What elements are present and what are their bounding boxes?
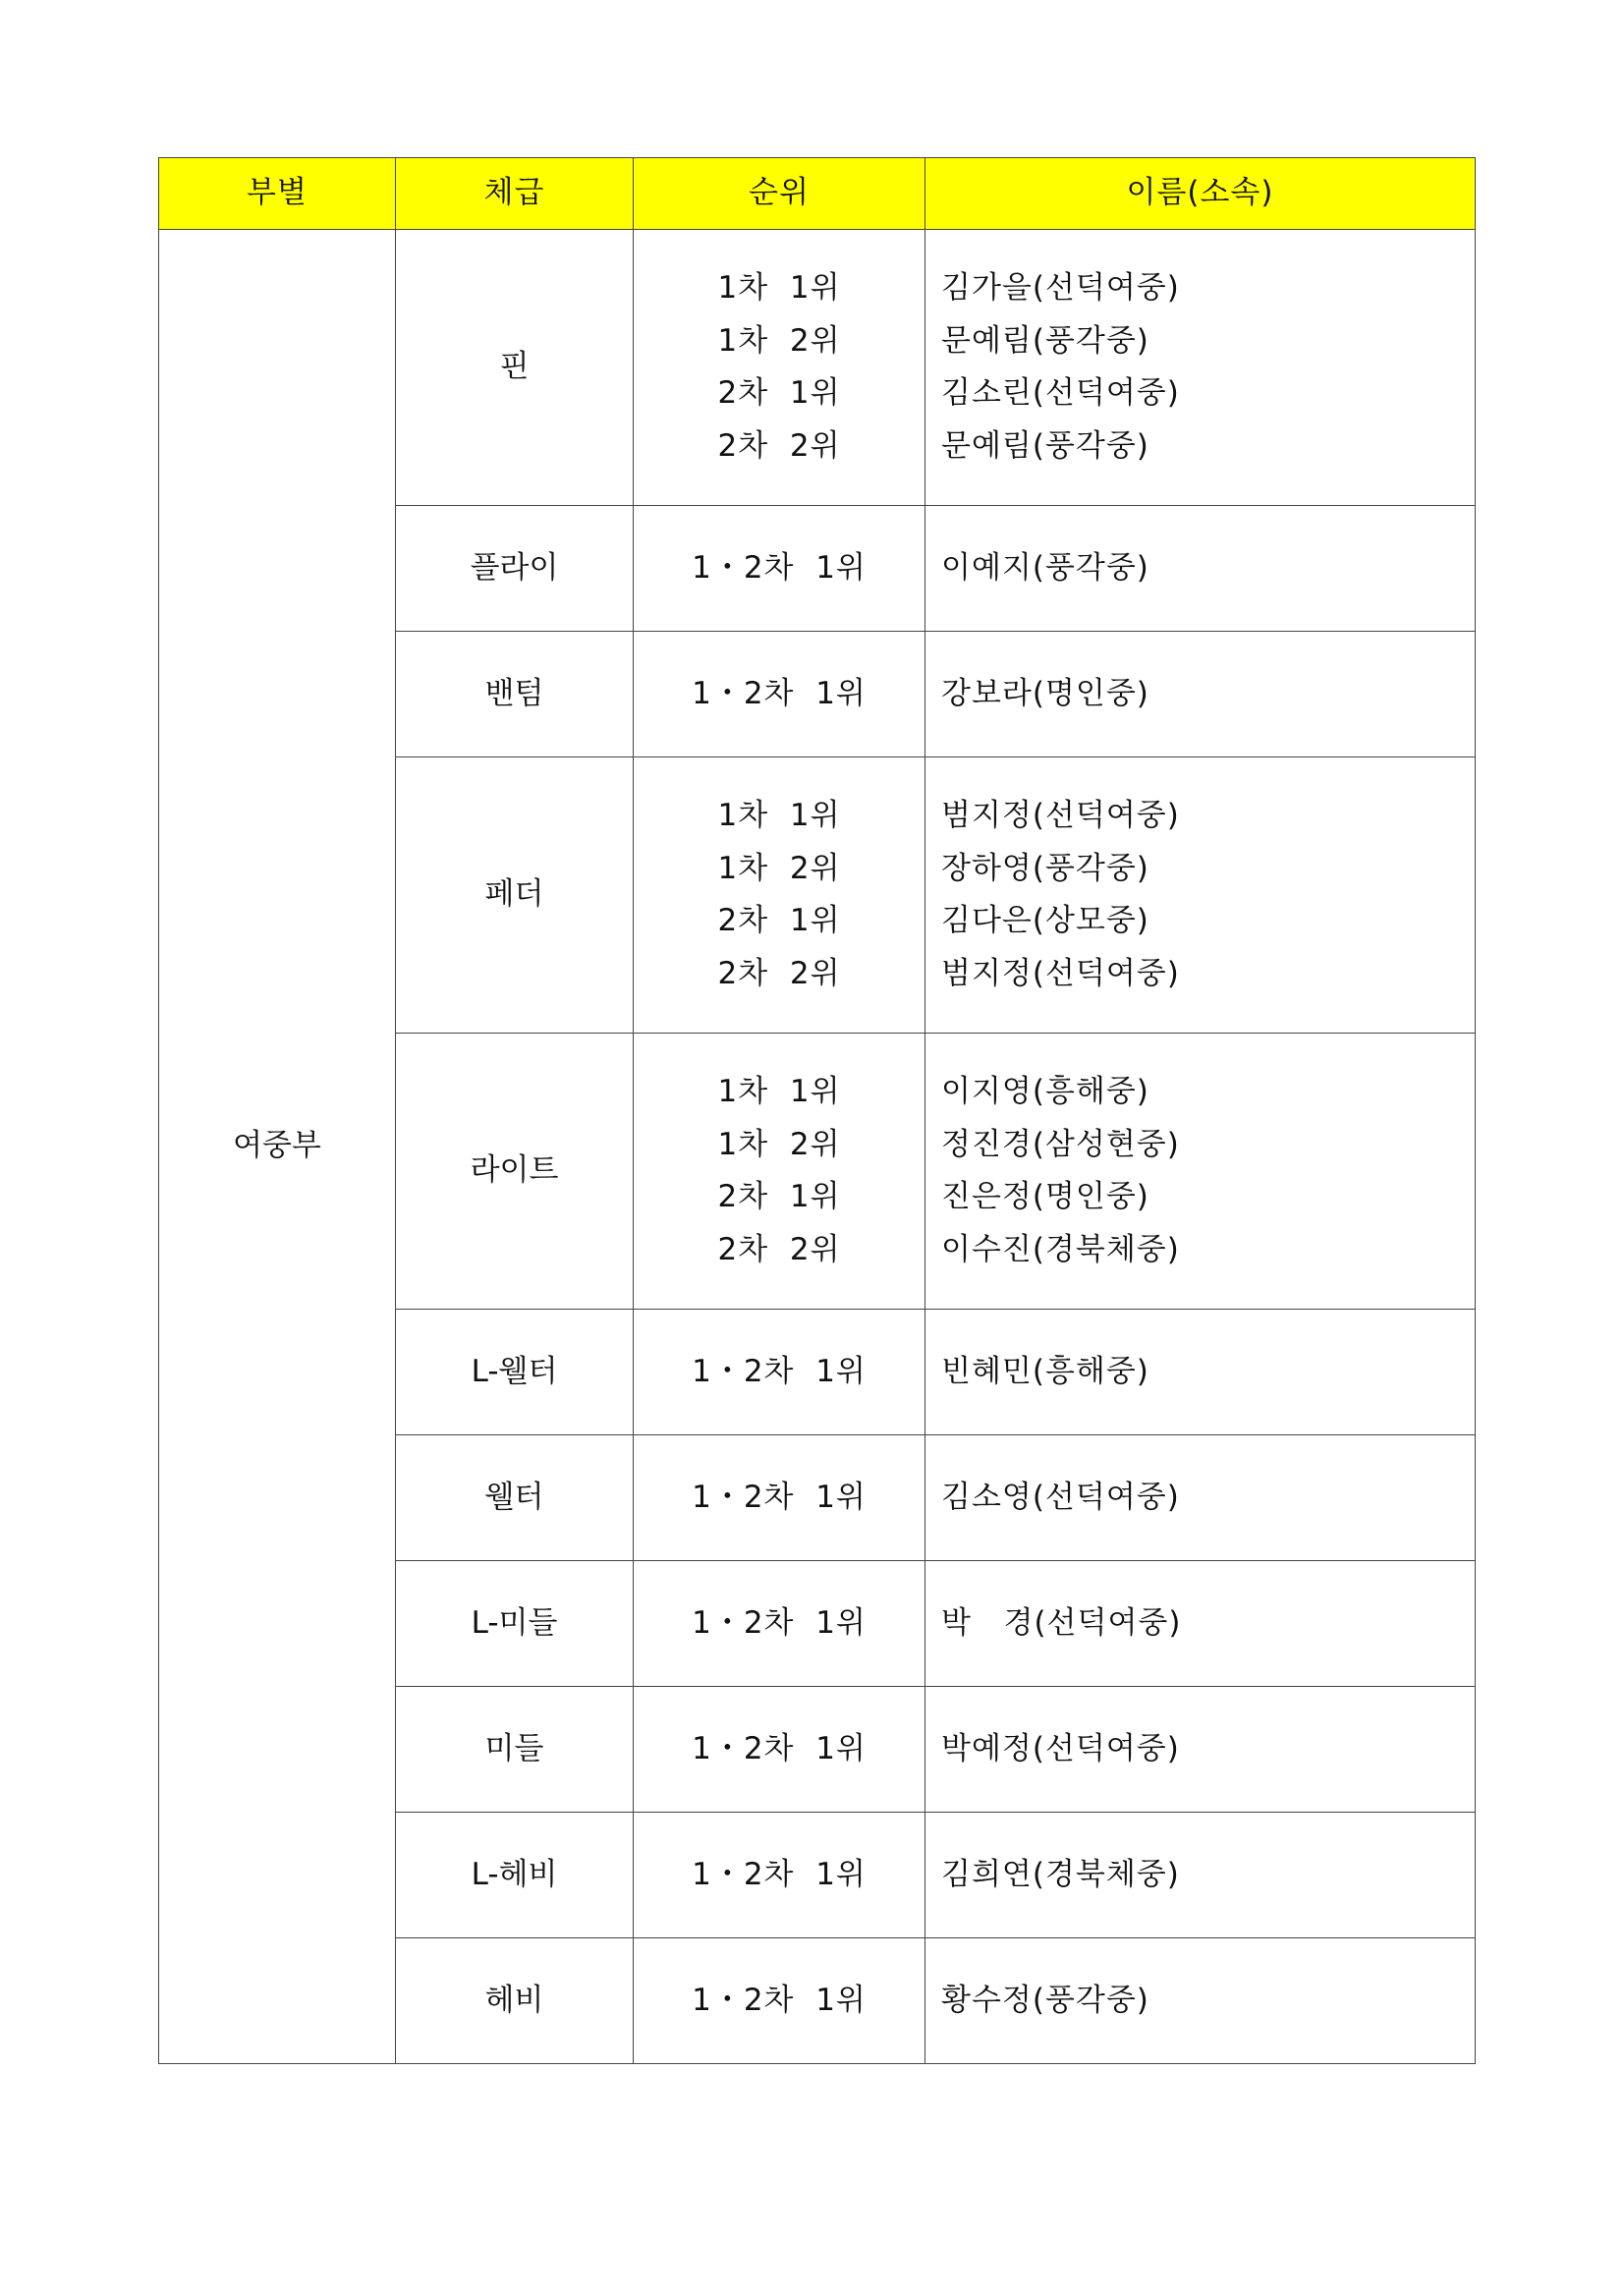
header-division: 부별 (159, 158, 396, 230)
header-row (159, 158, 1476, 230)
table-header (159, 158, 1476, 230)
rank-cell (634, 632, 925, 757)
name-cell (925, 1310, 1476, 1435)
weight-class-cell: 플라이 (396, 506, 634, 632)
division-cell: 여중부 (159, 230, 396, 2064)
name-cell (925, 230, 1476, 506)
results-table (158, 157, 1476, 2064)
name-line: 이수진(경북체중) (941, 1231, 1180, 1267)
rank-line: 2차 1위 (717, 375, 841, 411)
rank-cell (634, 506, 925, 632)
rank-line: 1・2차 1위 (692, 675, 867, 711)
name-line: 박예정(선덕여중) (941, 1730, 1180, 1766)
rank-cell (634, 757, 925, 1034)
weight-class-cell: L-미들 (396, 1561, 634, 1687)
name-line: 김다은(상모중) (941, 903, 1149, 938)
table-body (159, 230, 1476, 2064)
name-line: 정진경(삼성현중) (941, 1126, 1180, 1162)
name-line: 김소린(선덕여중) (941, 375, 1180, 411)
name-cell (925, 1034, 1476, 1310)
name-cell (925, 1561, 1476, 1687)
rank-line: 1차 2위 (717, 1126, 841, 1162)
weight-class-cell: L-헤비 (396, 1813, 634, 1938)
rank-cell (634, 230, 925, 506)
name-line: 진은정(명인중) (941, 1179, 1149, 1214)
name-cell (925, 1687, 1476, 1813)
rank-line: 1・2차 1위 (692, 1856, 867, 1892)
weight-class-cell: 미들 (396, 1687, 634, 1813)
rank-line: 1차 2위 (717, 322, 841, 359)
name-line: 범지정(선덕여중) (941, 798, 1180, 833)
name-cell (925, 506, 1476, 632)
table-row (159, 230, 1476, 506)
rank-cell (634, 1435, 925, 1561)
rank-line: 1차 1위 (717, 1074, 841, 1109)
name-cell (925, 1813, 1476, 1938)
weight-class-cell: L-웰터 (396, 1310, 634, 1435)
rank-line: 2차 2위 (717, 1231, 841, 1267)
rank-line: 2차 1위 (717, 1179, 841, 1214)
weight-class-cell: 웰터 (396, 1435, 634, 1561)
rank-cell (634, 1561, 925, 1687)
name-line: 문예림(풍각중) (941, 322, 1149, 359)
weight-class-cell: 밴텀 (396, 632, 634, 757)
rank-line: 2차 1위 (717, 903, 841, 938)
rank-cell (634, 1938, 925, 2064)
rank-line: 2차 2위 (717, 955, 841, 991)
rank-cell (634, 1310, 925, 1435)
weight-class-cell: 페더 (396, 757, 634, 1034)
name-line: 빈혜민(흥해중) (941, 1353, 1149, 1389)
name-line: 김가을(선덕여중) (941, 270, 1180, 306)
rank-line: 1・2차 1위 (692, 1479, 867, 1515)
rank-cell (634, 1034, 925, 1310)
name-cell (925, 1938, 1476, 2064)
name-line: 황수정(풍각중) (941, 1982, 1149, 2018)
name-cell (925, 632, 1476, 757)
rank-line: 1・2차 1위 (692, 1730, 867, 1766)
header-rank: 순위 (634, 158, 925, 230)
header-name-affiliation: 이름(소속) (925, 158, 1476, 230)
name-line: 범지정(선덕여중) (941, 955, 1180, 991)
name-line: 박 경(선덕여중) (941, 1604, 1182, 1641)
rank-line: 1・2차 1위 (692, 549, 867, 586)
rank-cell (634, 1687, 925, 1813)
name-line: 강보라(명인중) (941, 675, 1149, 711)
rank-line: 1차 1위 (717, 270, 841, 306)
weight-class-cell: 핀 (396, 230, 634, 506)
name-line: 이지영(흥해중) (941, 1074, 1149, 1109)
rank-line: 1・2차 1위 (692, 1353, 867, 1389)
rank-cell (634, 1813, 925, 1938)
header-weight-class: 체급 (396, 158, 634, 230)
name-line: 김소영(선덕여중) (941, 1479, 1180, 1515)
rank-line: 1차 1위 (717, 798, 841, 833)
name-cell (925, 757, 1476, 1034)
name-line: 장하영(풍각중) (941, 850, 1149, 886)
weight-class-cell: 라이트 (396, 1034, 634, 1310)
rank-line: 1차 2위 (717, 850, 841, 886)
weight-class-cell: 헤비 (396, 1938, 634, 2064)
name-line: 김희연(경북체중) (941, 1856, 1180, 1892)
name-line: 문예림(풍각중) (941, 427, 1149, 464)
name-line: 이예지(풍각중) (941, 549, 1149, 586)
rank-line: 1・2차 1위 (692, 1982, 867, 2018)
rank-line: 2차 2위 (717, 427, 841, 464)
rank-line: 1・2차 1위 (692, 1604, 867, 1641)
name-cell (925, 1435, 1476, 1561)
